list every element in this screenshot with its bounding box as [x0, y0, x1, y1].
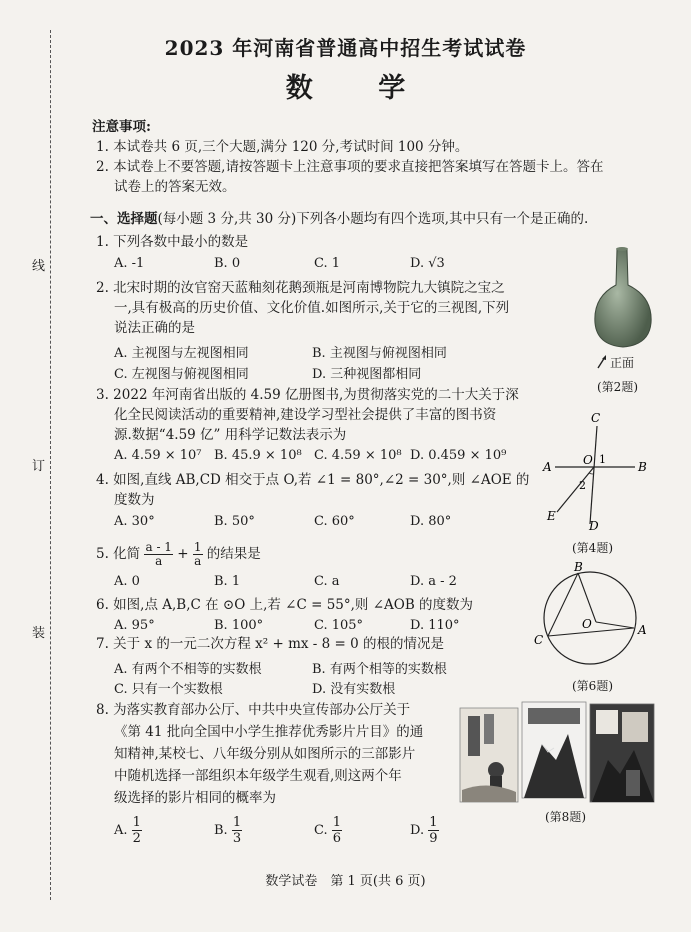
- notes-item-3: 试卷上的答案无效。: [114, 179, 236, 195]
- subject-title: 数 学: [285, 73, 434, 104]
- movie-poster-3: [590, 704, 654, 802]
- q5-prefix: 5. 化简: [96, 546, 141, 562]
- q2-caption: (第2题): [597, 380, 638, 394]
- binding-char-staple: 订: [32, 459, 46, 474]
- q5-stem: [96, 538, 261, 570]
- q7-option-c: C. 只有一个实数根: [114, 682, 223, 697]
- q5-frac1-den: a: [155, 554, 163, 568]
- q3-line-3: 源.数据“4.59 亿” 用科学记数法表示为: [114, 427, 347, 443]
- q5-option-a: A. 0: [114, 574, 140, 589]
- q6-option-c: C. 105°: [314, 618, 364, 633]
- q8-posters-figure: [458, 700, 658, 806]
- q8-option-b-fraction: [232, 815, 242, 846]
- q8-option-b: [214, 815, 242, 846]
- label-b: B: [638, 460, 647, 474]
- q8-line-2: 《第 41 批向全国中小学生推荐优秀影片片目》的通: [114, 724, 424, 740]
- q2-front-label: 正面: [610, 356, 635, 370]
- q8-option-a-label: A.: [114, 823, 128, 838]
- q5-fraction-2: [193, 541, 203, 568]
- q4-option-b: B. 50°: [214, 514, 255, 529]
- label-a: A: [543, 460, 552, 474]
- q6-option-a: A. 95°: [114, 618, 155, 633]
- label-angle-2: 2: [579, 479, 586, 492]
- movie-poster-2: [522, 702, 586, 798]
- q8-line-4: 中随机选择一部组织本年级学生观看,则这两个年: [114, 768, 402, 784]
- exam-title: 2023 年河南省普通高中招生考试试卷: [164, 36, 527, 60]
- q5-option-c: C. a: [314, 574, 340, 589]
- q8-option-b-label: B.: [214, 823, 228, 838]
- q1-option-c: C. 1: [314, 256, 341, 271]
- q6-option-d: D. 110°: [410, 618, 460, 633]
- q5-plus: +: [177, 546, 189, 562]
- q3-option-b: B. 45.9 × 10⁸: [214, 448, 302, 463]
- q4-caption: (第4题): [572, 541, 613, 555]
- q2-line-1: 2. 北宋时期的汝官窑天蓝釉刻花鹅颈瓶是河南博物院九大镇院之宝之: [96, 280, 505, 296]
- q1-option-b: B. 0: [214, 256, 241, 271]
- binding-char-bind: 装: [32, 626, 46, 641]
- q6-label-a: A: [638, 623, 647, 637]
- q6-option-b: B. 100°: [214, 618, 264, 633]
- q8-option-d-fraction: [428, 815, 438, 846]
- q4-option-d: D. 80°: [410, 514, 452, 529]
- section-1-heading: 一、选择题: [90, 211, 158, 227]
- binding-line: [50, 30, 51, 900]
- q4-line-2: 度数为: [114, 492, 155, 508]
- q5-suffix: 的结果是: [206, 546, 261, 562]
- q2-option-a: A. 主视图与左视图相同: [114, 346, 249, 361]
- q3-line-1: 3. 2022 年河南省出版的 4.59 亿册图书,为贯彻落实党的二十大关于深: [96, 387, 519, 403]
- front-arrow-icon: [595, 354, 609, 370]
- q8-a-num: 1: [132, 815, 141, 830]
- q3-line-2: 化全民阅读活动的重要精神,建设学习型社会提供了丰富的图书资: [114, 407, 497, 423]
- q4-figure: [535, 412, 660, 534]
- q1-option-d: D. √3: [410, 256, 445, 271]
- q8-d-num: 1: [429, 815, 438, 830]
- q8-line-1: 8. 为落实教育部办公厅、中共中央宣传部办公厅关于: [96, 702, 411, 718]
- section-1-desc: (每小题 3 分,共 30 分)下列各小题均有四个选项,其中只有一个是正确的.: [157, 211, 589, 227]
- q6-caption: (第6题): [572, 679, 613, 693]
- q6-label-o: O: [582, 617, 592, 631]
- q8-d-den: 9: [429, 831, 438, 846]
- label-o: O: [583, 453, 593, 467]
- q2-line-2: 一,具有极高的历史价值、文化价值.如图所示,关于它的三视图,下列: [114, 300, 510, 316]
- q5-option-b: B. 1: [214, 574, 241, 589]
- q5-frac2-num: 1: [193, 540, 202, 554]
- notes-item-2: 2. 本试卷上不要答题,请按答题卡上注意事项的要求直接把答案填写在答题卡上。答在: [96, 159, 604, 175]
- movie-poster-1: [460, 708, 518, 802]
- q8-caption: (第8题): [545, 810, 586, 824]
- q2-option-c: C. 左视图与俯视图相同: [114, 367, 249, 382]
- vase-figure: [583, 245, 663, 355]
- q2-option-d: D. 三种视图都相同: [312, 367, 422, 382]
- section-1-header: [90, 210, 588, 228]
- line-cd: [590, 426, 597, 524]
- q7-option-a: A. 有两个不相等的实数根: [114, 662, 262, 677]
- ray-oe: [557, 467, 594, 512]
- q4-option-c: C. 60°: [314, 514, 355, 529]
- q3-option-d: D. 0.459 × 10⁹: [410, 448, 507, 463]
- q1-option-a: A. -1: [114, 256, 145, 271]
- q5-frac1-num: a - 1: [145, 540, 172, 554]
- q2-option-b: B. 主视图与俯视图相同: [312, 346, 447, 361]
- q8-option-c-label: C.: [314, 823, 328, 838]
- q8-a-den: 2: [132, 831, 141, 846]
- label-c: C: [591, 412, 601, 425]
- q1-stem: 1. 下列各数中最小的数是: [96, 234, 249, 250]
- q7-option-b: B. 有两个相等的实数根: [312, 662, 447, 677]
- q8-option-d-label: D.: [410, 823, 425, 838]
- binding-char-line: 线: [32, 259, 46, 274]
- q8-option-c-fraction: [332, 815, 342, 846]
- q7-stem: 7. 关于 x 的一元二次方程 x² + mx - 8 = 0 的根的情况是: [96, 636, 445, 652]
- notes-item-1: 1. 本试卷共 6 页,三个大题,满分 120 分,考试时间 100 分钟。: [96, 139, 469, 155]
- q8-option-c: [314, 815, 342, 846]
- q4-option-a: A. 30°: [114, 514, 155, 529]
- q5-option-d: D. a - 2: [410, 574, 457, 589]
- q8-option-a-fraction: [132, 815, 142, 846]
- label-d: D: [589, 519, 599, 533]
- q8-c-num: 1: [332, 815, 342, 830]
- q8-c-den: 6: [332, 831, 342, 846]
- q8-line-5: 级选择的影片相同的概率为: [114, 790, 276, 806]
- q6-label-b: B: [574, 562, 583, 574]
- q6-figure: [530, 562, 660, 672]
- page-footer: 数学试卷 第 1 页(共 6 页): [265, 874, 426, 889]
- q6-label-c: C: [534, 633, 544, 647]
- q4-line-1: 4. 如图,直线 AB,CD 相交于点 O,若 ∠1 = 80°,∠2 = 30°,则 ∠AOE 的: [96, 472, 530, 488]
- q8-line-3: 知精神,某校七、八年级分别从如图所示的三部影片: [114, 746, 416, 762]
- q5-fraction-1: [144, 541, 172, 568]
- q3-option-c: C. 4.59 × 10⁸: [314, 448, 402, 463]
- q3-option-a: A. 4.59 × 10⁷: [114, 448, 202, 463]
- q8-b-den: 3: [232, 831, 242, 846]
- q8-option-d: [410, 815, 439, 846]
- label-e: E: [547, 509, 556, 523]
- q6-stem: 6. 如图,点 A,B,C 在 ⊙O 上,若 ∠C = 55°,则 ∠AOB 的度数为: [96, 597, 474, 613]
- q7-option-d: D. 没有实数根: [312, 682, 396, 697]
- label-angle-1: 1: [599, 453, 606, 466]
- notes-heading: 注意事项:: [92, 119, 151, 135]
- q5-frac2-den: a: [194, 554, 202, 568]
- q8-option-a: [114, 815, 142, 846]
- q8-b-num: 1: [232, 815, 242, 830]
- q2-line-3: 说法正确的是: [114, 320, 195, 336]
